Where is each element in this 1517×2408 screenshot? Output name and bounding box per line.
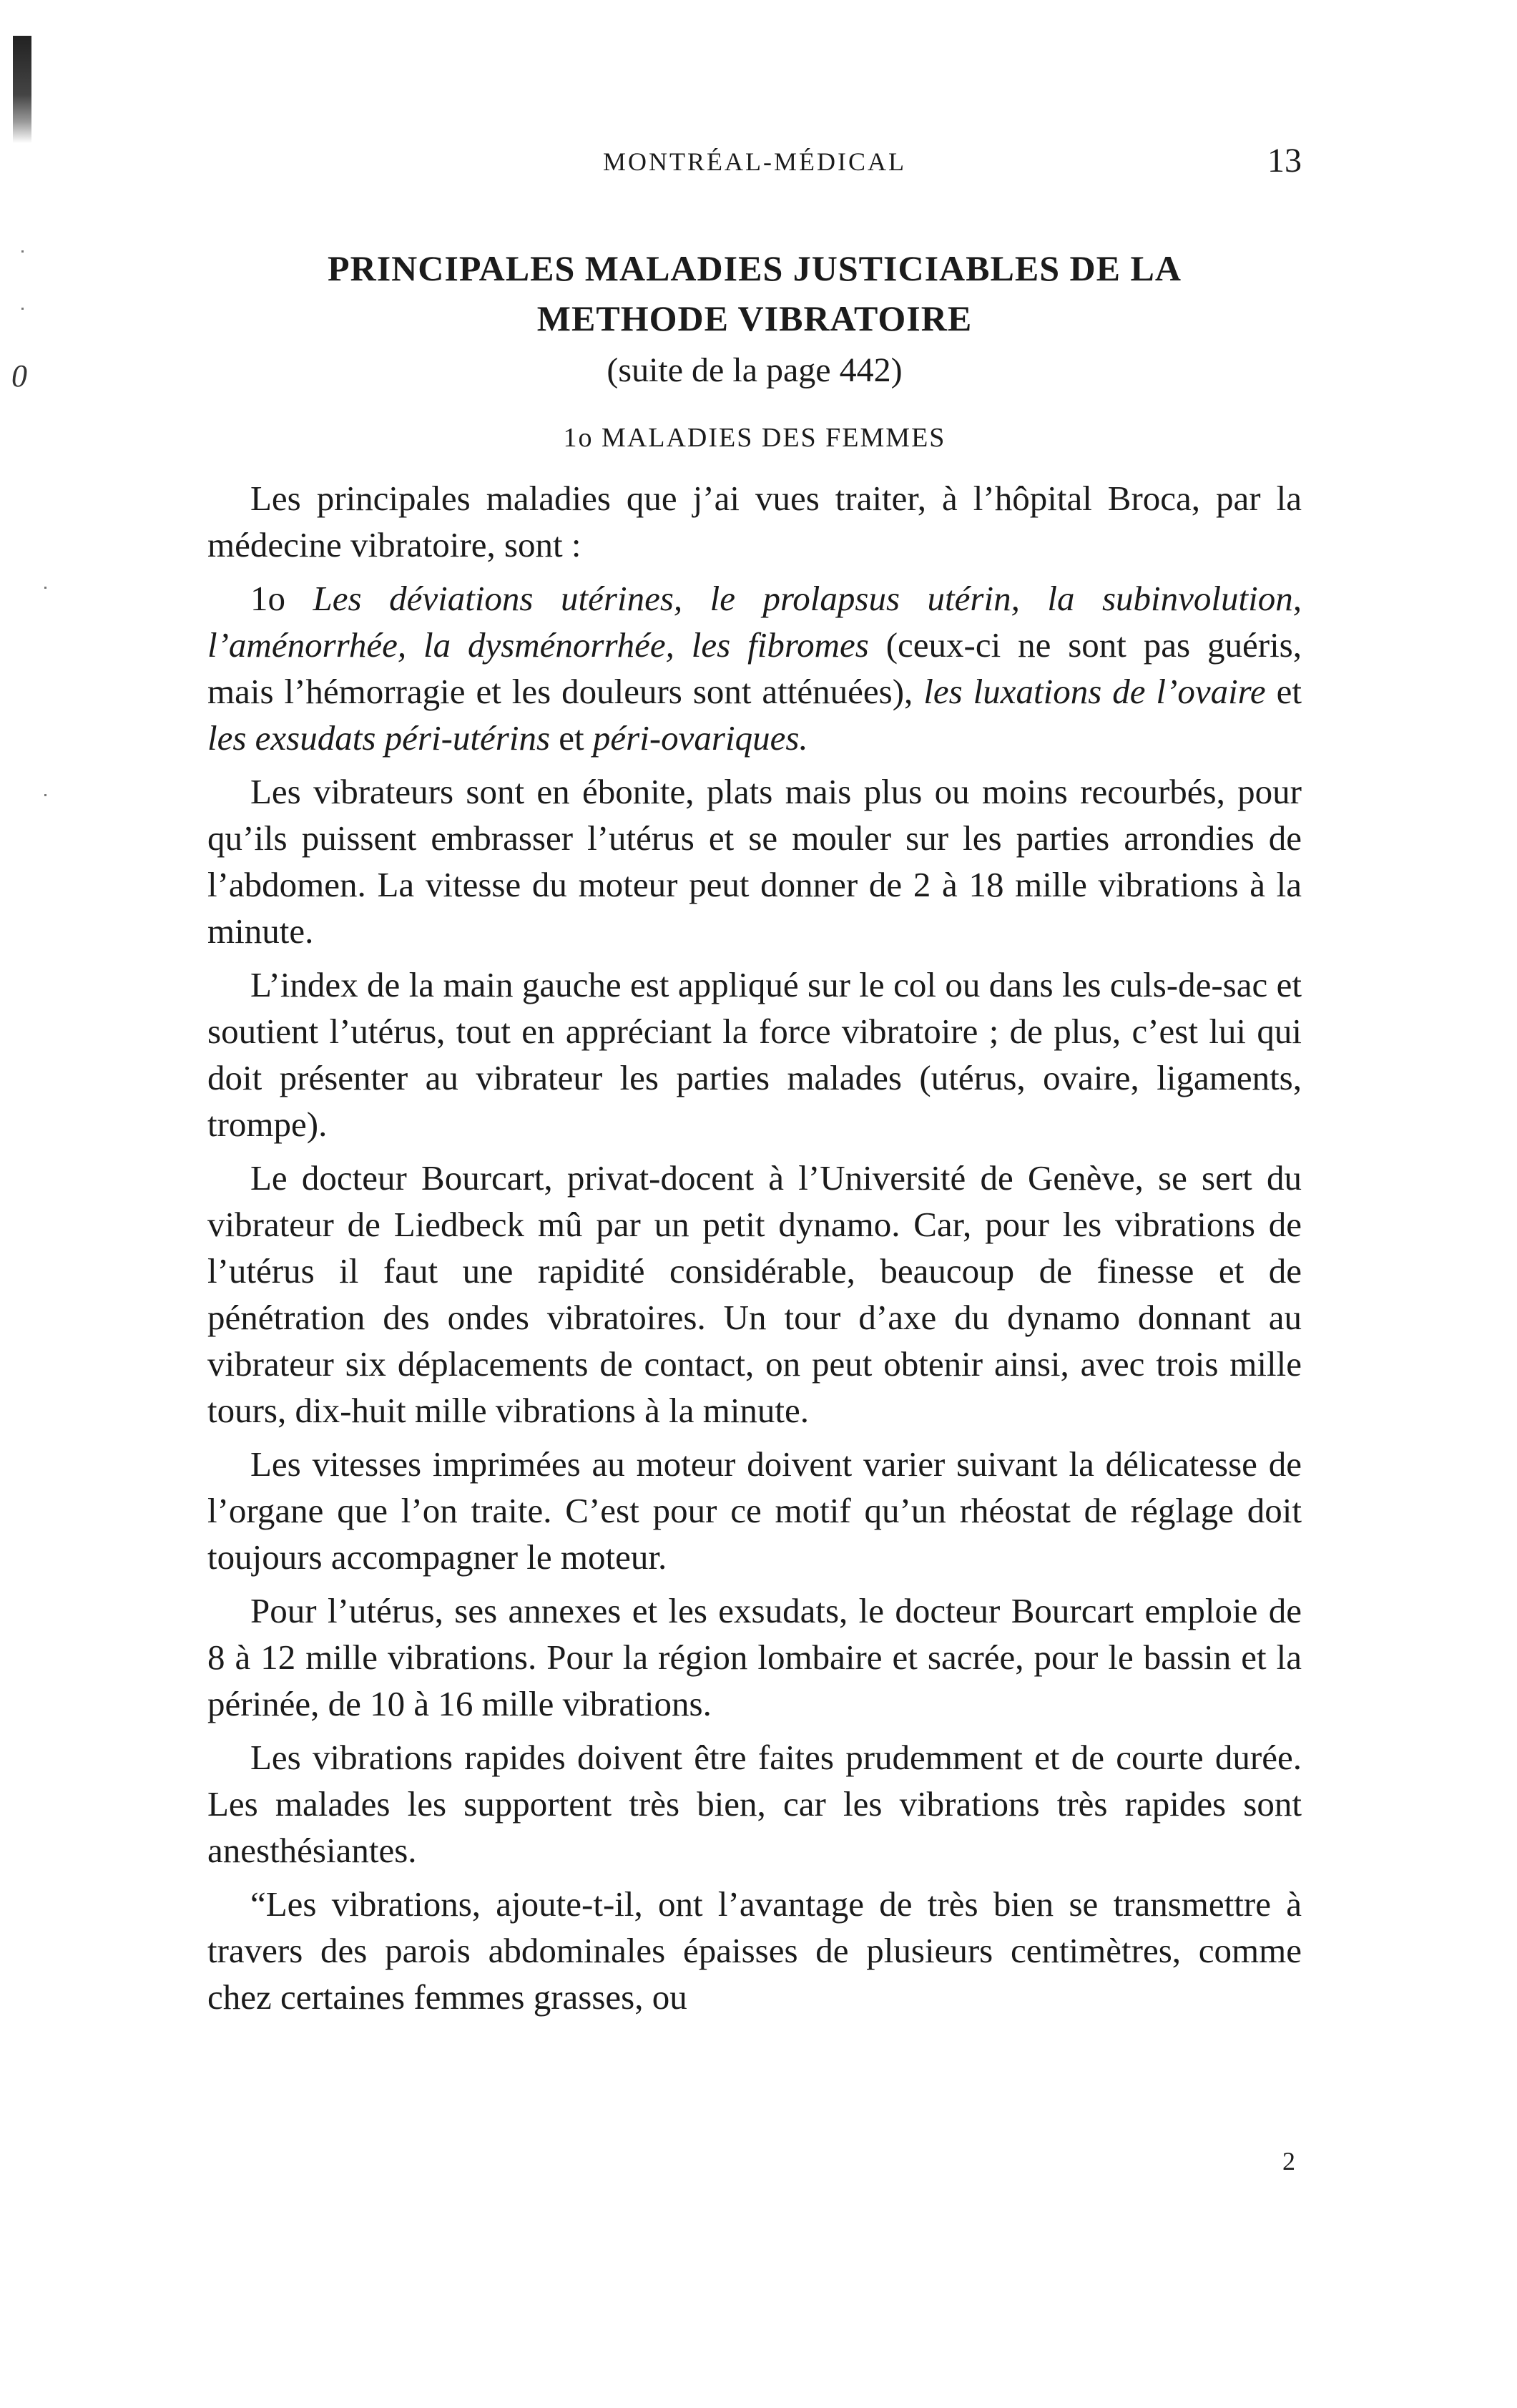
article-subtitle: (suite de la page 442) bbox=[607, 351, 903, 389]
paragraph: Le docteur Bourcart, privat-docent à l’Université de Genève, se sert du vibrateur de Liedbeck mû par un petit dynamo. Car, pour les vibrations de l’utérus il faut une rapidité considérable, beaucoup de finesse et de pénétration des ondes vibratoires. Un tour d’axe du dynamo donnant au vibrateur six déplacements de contact, on peut obtenir ainsi, avec trois mille tours, dix-huit mille vibrations à la minute. bbox=[207, 1158, 1302, 1430]
margin-dot bbox=[44, 587, 46, 589]
paragraph: Les vibrateurs sont en ébonite, plats mais plus ou moins recourbés, pour qu’ils puissent embrasser l’utérus et se mouler sur les parties arrondies de l’abdomen. La vitesse du moteur peut donner de 2 à 18 mille vibrations à la minute. bbox=[207, 772, 1302, 951]
italic-term: les exsudats péri-utérins bbox=[207, 718, 551, 758]
list-number: 1o bbox=[250, 579, 313, 618]
italic-term: les luxations de l’ovaire bbox=[923, 672, 1266, 711]
page-number: 13 bbox=[1267, 142, 1302, 180]
article-title-line1: PRINCIPALES MALADIES JUSTICIABLES DE LA bbox=[328, 248, 1182, 288]
paragraph-text: (ceux-ci ne sont pas guéris, mais l’hémorragie et les douleurs sont atténuées), bbox=[207, 625, 1302, 711]
signature-mark: 2 bbox=[1282, 2147, 1295, 2175]
margin-dot bbox=[21, 250, 24, 253]
paragraph: Les principales maladies que j’ai vues traiter, à l’hôpital Broca, par la médecine vibratoire, sont : bbox=[207, 479, 1302, 564]
scan-edge-mark bbox=[13, 36, 31, 143]
margin-dot bbox=[21, 308, 24, 310]
article-title bbox=[236, 243, 1273, 343]
body-text bbox=[207, 475, 1302, 2027]
paragraph: Les vitesses imprimées au moteur doivent varier suivant la délicatesse de l’organe que l’on traite. C’est pour ce motif qu’un rhéostat de réglage doit toujours accompagner le moteur. bbox=[207, 1444, 1302, 1577]
italic-term: Les déviations utérines, le prolapsus utérin, la subinvolution, l’aménorrhée, la dysménorrhée, les fibromes bbox=[207, 579, 1302, 665]
running-title: MONTRÉAL-MÉDICAL bbox=[603, 147, 906, 176]
paragraph: Pour l’utérus, ses annexes et les exsudats, le docteur Bourcart emploie de 8 à 12 mille vibrations. Pour la région lombaire et sacrée, pour le bassin et la périnée, de 10 à 16 mille vibrations. bbox=[207, 1591, 1302, 1723]
paragraph-text: et bbox=[1265, 672, 1302, 711]
margin-dot bbox=[44, 794, 46, 796]
margin-mark: 0 bbox=[11, 358, 27, 393]
running-head bbox=[207, 142, 1302, 197]
section-heading: 1o MALADIES DES FEMMES bbox=[563, 423, 946, 453]
italic-term: péri-ovariques. bbox=[592, 718, 808, 758]
paragraph: Les vibrations rapides doivent être faites prudemment et de courte durée. Les malades les supportent très bien, car les vibrations très rapides sont anesthésiantes. bbox=[207, 1738, 1302, 1870]
paragraph: “Les vibrations, ajoute-t-il, ont l’avantage de très bien se transmettre à travers des parois abdominales épaisses de plusieurs centimètres, comme chez certaines femmes grasses, ou bbox=[207, 1884, 1302, 2017]
paragraph-list bbox=[207, 575, 1302, 761]
paragraph: L’index de la main gauche est appliqué sur le col ou dans les culs-de-sac et soutient l’utérus, tout en appréciant la force vibratoire ; de plus, c’est lui qui doit présenter au vibrateur les parties malades (utérus, ovaire, ligaments, trompe). bbox=[207, 965, 1302, 1144]
paragraph-text: et bbox=[550, 718, 593, 758]
article-title-line2: METHODE VIBRATOIRE bbox=[536, 298, 973, 338]
